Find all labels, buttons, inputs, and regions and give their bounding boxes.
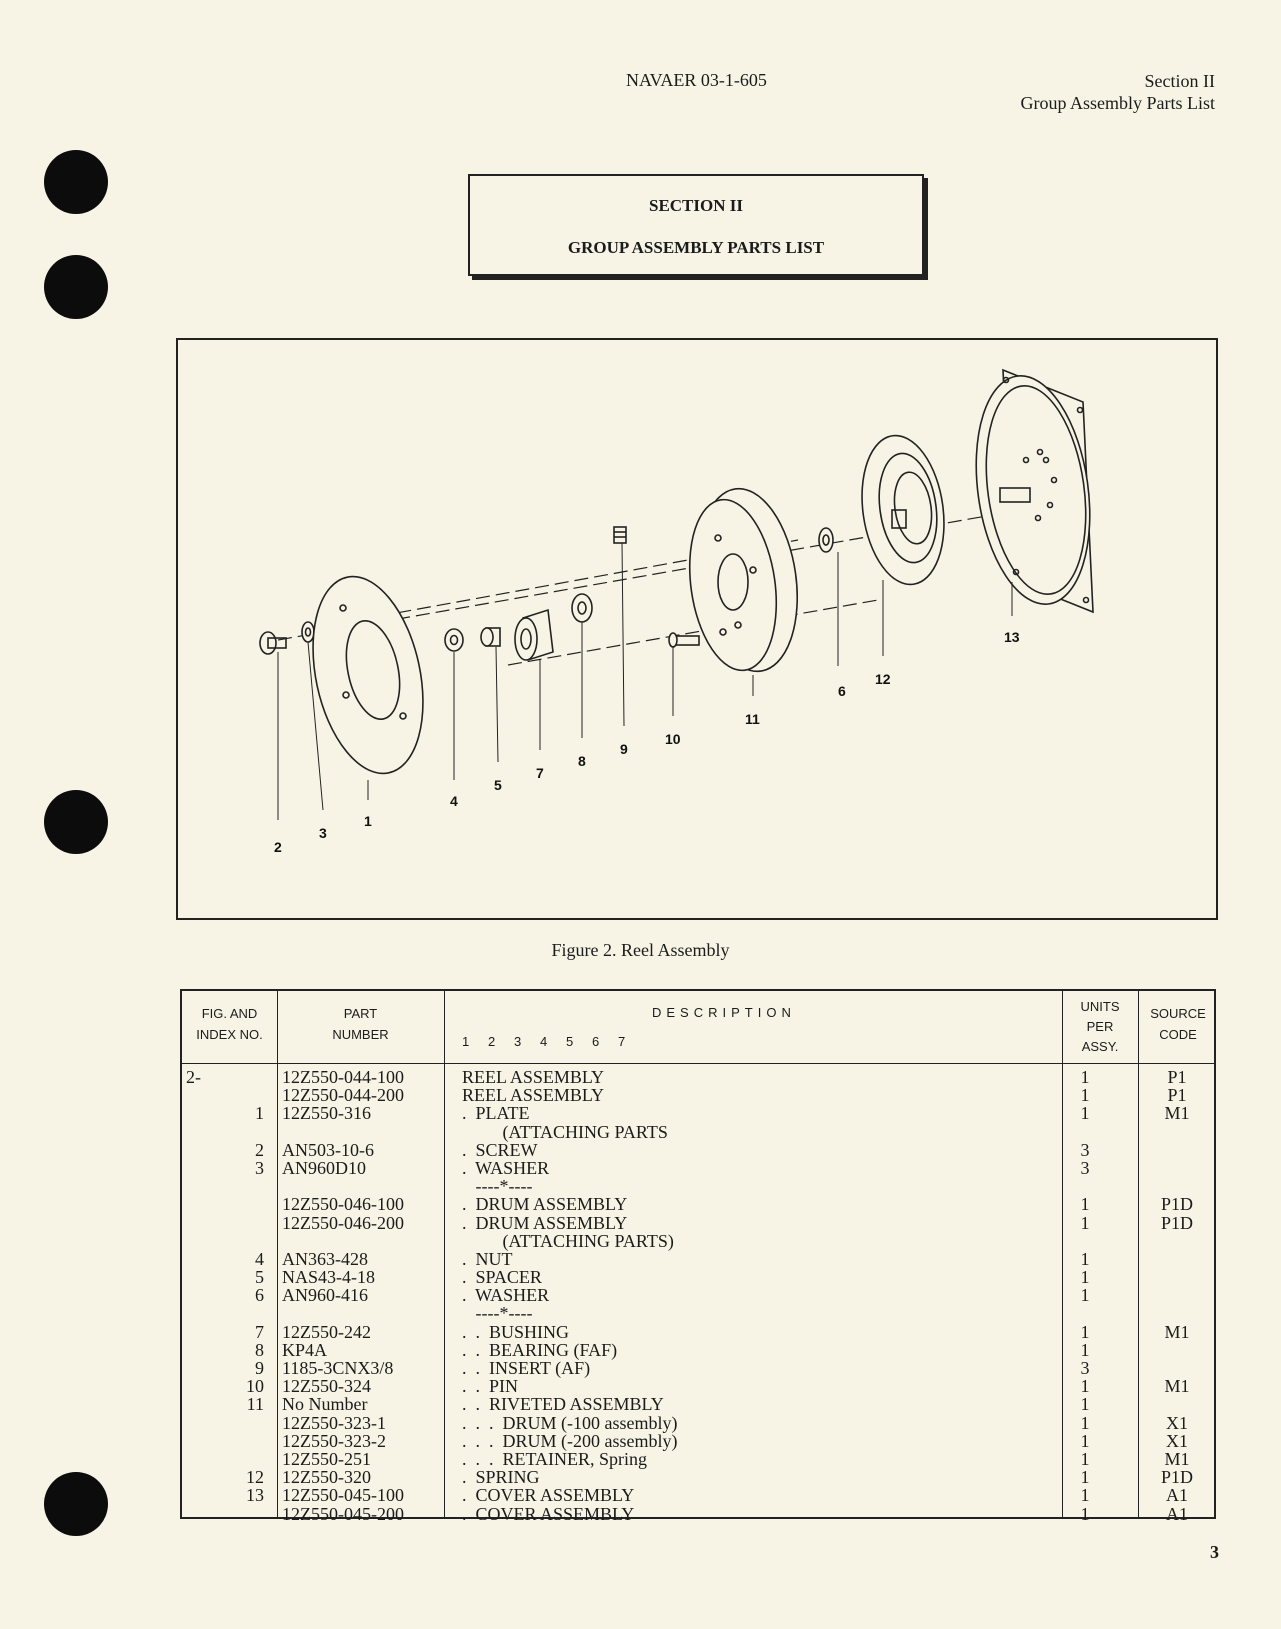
description: (ATTACHING PARTS): [462, 1230, 674, 1251]
binder-hole: [44, 255, 108, 319]
binder-hole: [44, 790, 108, 854]
units-per-assy: 1: [1080, 1194, 1090, 1215]
description: . WASHER: [462, 1157, 550, 1178]
figure-reel-assembly: [176, 338, 1218, 920]
description: ----*----: [462, 1176, 533, 1197]
description: . WASHER: [462, 1285, 550, 1306]
table-row: [182, 1086, 1214, 1104]
fig-index: 13: [246, 1485, 264, 1506]
units-per-assy: 1: [1080, 1339, 1090, 1360]
part-nut: [445, 629, 463, 651]
units-per-assy: 1: [1080, 1085, 1090, 1106]
fig-index: 1: [255, 1103, 264, 1124]
fig-index: 10: [246, 1376, 264, 1397]
source-code: A1: [1166, 1503, 1188, 1524]
description: . PLATE: [462, 1103, 530, 1124]
table-row: [182, 1123, 1214, 1141]
description: . SPACER: [462, 1267, 542, 1288]
header-units-line2: PER: [1086, 1019, 1114, 1034]
centerline: [508, 600, 878, 665]
part-number: 12Z550-323-1: [282, 1412, 386, 1433]
units-per-assy: 1: [1080, 1321, 1090, 1342]
header-units-line1: UNITS: [1080, 999, 1120, 1014]
units-per-assy: 1: [1080, 1467, 1090, 1488]
table-row: [182, 1159, 1214, 1177]
source-code: M1: [1164, 1321, 1190, 1342]
table-row: [182, 1250, 1214, 1268]
callout-12: 12: [875, 671, 891, 687]
units-per-assy: 3: [1080, 1139, 1090, 1160]
callout-10: 10: [665, 731, 681, 747]
section-box-line1: SECTION II: [648, 196, 743, 215]
description: . SCREW: [462, 1139, 538, 1160]
page-header-right: [1020, 70, 1215, 114]
units-per-assy: 1: [1080, 1103, 1090, 1124]
table-row: [182, 1177, 1214, 1195]
units-per-assy: 1: [1080, 1394, 1090, 1415]
table-row: [182, 1341, 1214, 1359]
description: . COVER ASSEMBLY: [462, 1503, 635, 1524]
fig-index: 7: [255, 1321, 264, 1342]
callout-7: 7: [536, 765, 544, 781]
description: . NUT: [462, 1248, 513, 1269]
part-bushing: [515, 610, 553, 660]
source-code: P1D: [1160, 1194, 1193, 1215]
part-number: AN960D10: [282, 1157, 366, 1178]
level-3: 3: [514, 1034, 522, 1049]
part-bearing: [572, 594, 592, 622]
units-per-assy: 3: [1080, 1157, 1090, 1178]
fig-index: 6: [255, 1285, 264, 1306]
table-row: [182, 1268, 1214, 1286]
header-units-line3: ASSY.: [1081, 1039, 1119, 1054]
part-number: 12Z550-323-2: [282, 1430, 386, 1451]
description: REEL ASSEMBLY: [462, 1085, 605, 1106]
part-number: 12Z550-044-200: [282, 1085, 404, 1106]
description: . DRUM ASSEMBLY: [462, 1194, 628, 1215]
part-number: 12Z550-045-100: [282, 1485, 404, 1506]
exploded-view-illustration: [178, 340, 1216, 918]
table-row: [182, 1505, 1214, 1523]
part-number: 12Z550-044-100: [282, 1067, 404, 1087]
units-per-assy: 1: [1080, 1267, 1090, 1288]
description: . . RIVETED ASSEMBLY: [462, 1394, 664, 1415]
part-number: No Number: [282, 1394, 368, 1415]
units-per-assy: 1: [1080, 1376, 1090, 1397]
table-row: [182, 1432, 1214, 1450]
table-row: [182, 1395, 1214, 1413]
part-number: 12Z550-046-100: [282, 1194, 404, 1215]
level-7: 7: [618, 1034, 626, 1049]
fig-index: 5: [255, 1267, 264, 1288]
source-code: M1: [1164, 1103, 1190, 1124]
level-4: 4: [540, 1034, 548, 1049]
units-per-assy: 1: [1080, 1448, 1090, 1469]
table-row: [182, 1304, 1214, 1322]
level-5: 5: [566, 1034, 574, 1049]
part-insert: [614, 527, 626, 543]
part-number: AN960-416: [282, 1285, 368, 1306]
units-per-assy: 1: [1080, 1430, 1090, 1451]
table-row: [182, 1141, 1214, 1159]
table-row: [182, 1377, 1214, 1395]
description: . COVER ASSEMBLY: [462, 1485, 635, 1506]
part-number: 12Z550-251: [282, 1448, 371, 1469]
units-per-assy: 1: [1080, 1248, 1090, 1269]
units-per-assy: 3: [1080, 1358, 1090, 1378]
fig-index: 9: [255, 1358, 264, 1378]
callout-4: 4: [450, 793, 458, 809]
table-row: [182, 1286, 1214, 1304]
part-number: 12Z550-242: [282, 1321, 371, 1342]
parts-rows: [182, 1068, 1214, 1523]
fig-index: 12: [246, 1467, 264, 1488]
units-per-assy: 1: [1080, 1067, 1090, 1087]
level-6: 6: [592, 1034, 600, 1049]
units-per-assy: 1: [1080, 1485, 1090, 1506]
description: . . . DRUM (-100 assembly): [462, 1412, 678, 1433]
part-number: 1185-3CNX3/8: [282, 1358, 394, 1378]
header-fig-line1: FIG. AND: [201, 1006, 258, 1021]
col-header-description: DESCRIPTION: [652, 1005, 796, 1020]
units-per-assy: 1: [1080, 1503, 1090, 1524]
source-code: X1: [1166, 1412, 1188, 1433]
description: ----*----: [462, 1303, 533, 1324]
source-code: M1: [1164, 1376, 1190, 1397]
table-row: [182, 1414, 1214, 1432]
part-number: NAS43-4-18: [282, 1267, 375, 1288]
binder-hole: [44, 150, 108, 214]
fig-index: 2-: [186, 1067, 201, 1087]
callout-9: 9: [620, 741, 628, 757]
callout-2: 2: [274, 839, 282, 855]
source-code: P1: [1167, 1067, 1187, 1087]
part-number: 12Z550-045-200: [282, 1503, 404, 1524]
binder-hole: [44, 1472, 108, 1536]
part-spacer: [481, 628, 500, 646]
part-number: AN503-10-6: [282, 1139, 374, 1160]
part-washer: [302, 622, 314, 642]
part-number: 12Z550-324: [282, 1376, 371, 1397]
section-title-box: [468, 174, 924, 276]
level-1: 1: [462, 1034, 470, 1049]
section-label: Section II: [1144, 71, 1215, 91]
header-part-line2: NUMBER: [332, 1027, 389, 1042]
table-row: [182, 1359, 1214, 1377]
description: . . INSERT (AF): [462, 1358, 591, 1378]
part-pin: [669, 633, 699, 647]
description: . . BEARING (FAF): [462, 1339, 618, 1360]
doc-number: NAVAER 03-1-605: [626, 70, 767, 90]
source-code: A1: [1166, 1485, 1188, 1506]
part-number: AN363-428: [282, 1248, 368, 1269]
table-row: [182, 1450, 1214, 1468]
callout-11: 11: [745, 711, 760, 727]
header-source-line1: SOURCE: [1150, 1006, 1206, 1021]
part-number: 12Z550-316: [282, 1103, 371, 1124]
part-riveted-assembly: [679, 482, 808, 678]
source-code: P1D: [1160, 1467, 1193, 1488]
header-source-line2: CODE: [1159, 1027, 1197, 1042]
table-row: [182, 1232, 1214, 1250]
part-washer-small: [819, 528, 833, 552]
part-number: 12Z550-046-200: [282, 1212, 404, 1233]
callout-5: 5: [494, 777, 502, 793]
table-row: [182, 1104, 1214, 1122]
table-row: [182, 1486, 1214, 1504]
header-fig-line2: INDEX NO.: [196, 1027, 263, 1042]
section-box-line2: GROUP ASSEMBLY PARTS LIST: [567, 238, 825, 257]
description: . DRUM ASSEMBLY: [462, 1212, 628, 1233]
part-number: KP4A: [282, 1339, 328, 1360]
table-row: [182, 1214, 1214, 1232]
indent-level-header: [462, 1034, 644, 1049]
callout-6: 6: [838, 683, 846, 699]
description: . . . DRUM (-200 assembly): [462, 1430, 678, 1451]
figure-caption: Figure 2. Reel Assembly: [551, 940, 730, 960]
part-spring: [853, 430, 953, 590]
level-2: 2: [488, 1034, 496, 1049]
callout-8: 8: [578, 753, 586, 769]
page-number: 3: [1210, 1542, 1219, 1562]
fig-index: 3: [255, 1157, 264, 1178]
callout-3: 3: [319, 825, 327, 841]
table-row: [182, 1068, 1214, 1086]
fig-index: 4: [255, 1248, 264, 1269]
part-screw: [260, 632, 286, 654]
units-per-assy: 1: [1080, 1412, 1090, 1433]
source-code: P1: [1167, 1085, 1187, 1106]
header-part-line1: PART: [343, 1006, 378, 1021]
part-cover-assembly: [963, 368, 1104, 612]
fig-index: 2: [255, 1139, 264, 1160]
units-per-assy: 1: [1080, 1212, 1090, 1233]
callout-1: 1: [364, 813, 372, 829]
table-row: [182, 1195, 1214, 1213]
col-header-units: [1062, 997, 1138, 1057]
units-per-assy: 1: [1080, 1285, 1090, 1306]
source-code: X1: [1166, 1430, 1188, 1451]
col-header-fig: [182, 1003, 277, 1045]
callout-13: 13: [1004, 629, 1020, 645]
description: . . BUSHING: [462, 1321, 570, 1342]
fig-index: 8: [255, 1339, 264, 1360]
col-header-source: [1138, 1003, 1218, 1045]
part-number: 12Z550-320: [282, 1467, 371, 1488]
description: REEL ASSEMBLY: [462, 1067, 605, 1087]
source-code: M1: [1164, 1448, 1190, 1469]
description: (ATTACHING PARTS: [462, 1121, 668, 1142]
table-row: [182, 1323, 1214, 1341]
source-code: P1D: [1160, 1212, 1193, 1233]
col-header-part: [277, 1003, 444, 1045]
fig-index: 11: [246, 1394, 264, 1415]
description: . SPRING: [462, 1467, 540, 1488]
section-title: Group Assembly Parts List: [1020, 93, 1215, 113]
parts-list-table: [180, 989, 1216, 1524]
table-row: [182, 1468, 1214, 1486]
description: . . PIN: [462, 1376, 519, 1397]
description: . . . RETAINER, Spring: [462, 1448, 648, 1469]
